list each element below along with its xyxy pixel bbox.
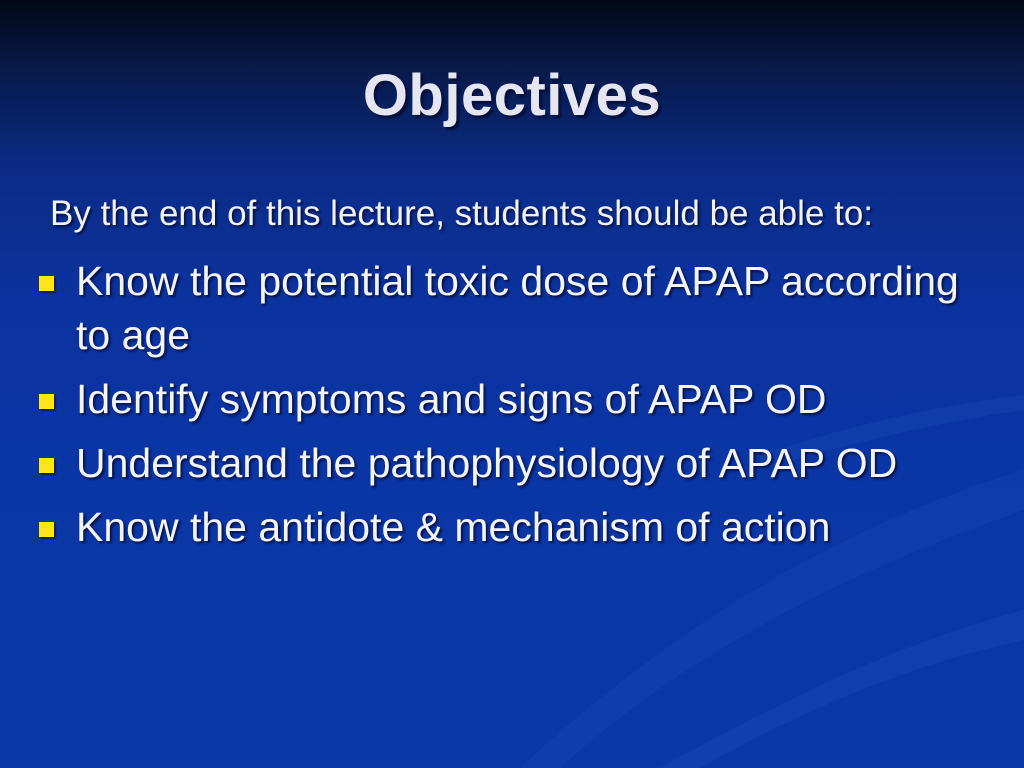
square-bullet-icon: [39, 276, 54, 291]
square-bullet-icon: [39, 522, 54, 537]
slide-title: Objectives: [362, 63, 662, 128]
objective-text: Identify symptoms and signs of APAP OD: [76, 376, 827, 422]
objective-text: Know the antidote & mechanism of action: [76, 504, 831, 550]
list-item: [30, 500, 990, 554]
list-item: [30, 254, 990, 362]
intro-text: By the end of this lecture, students should be able to:: [50, 194, 874, 233]
objective-text: Understand the pathophysiology of APAP OD: [76, 440, 898, 486]
objective-text: Know the potential toxic dose of APAP according to age: [76, 258, 959, 358]
objectives-list: [30, 254, 990, 564]
square-bullet-icon: [39, 394, 54, 409]
list-item: [30, 372, 990, 426]
list-item: [30, 436, 990, 490]
square-bullet-icon: [39, 458, 54, 473]
